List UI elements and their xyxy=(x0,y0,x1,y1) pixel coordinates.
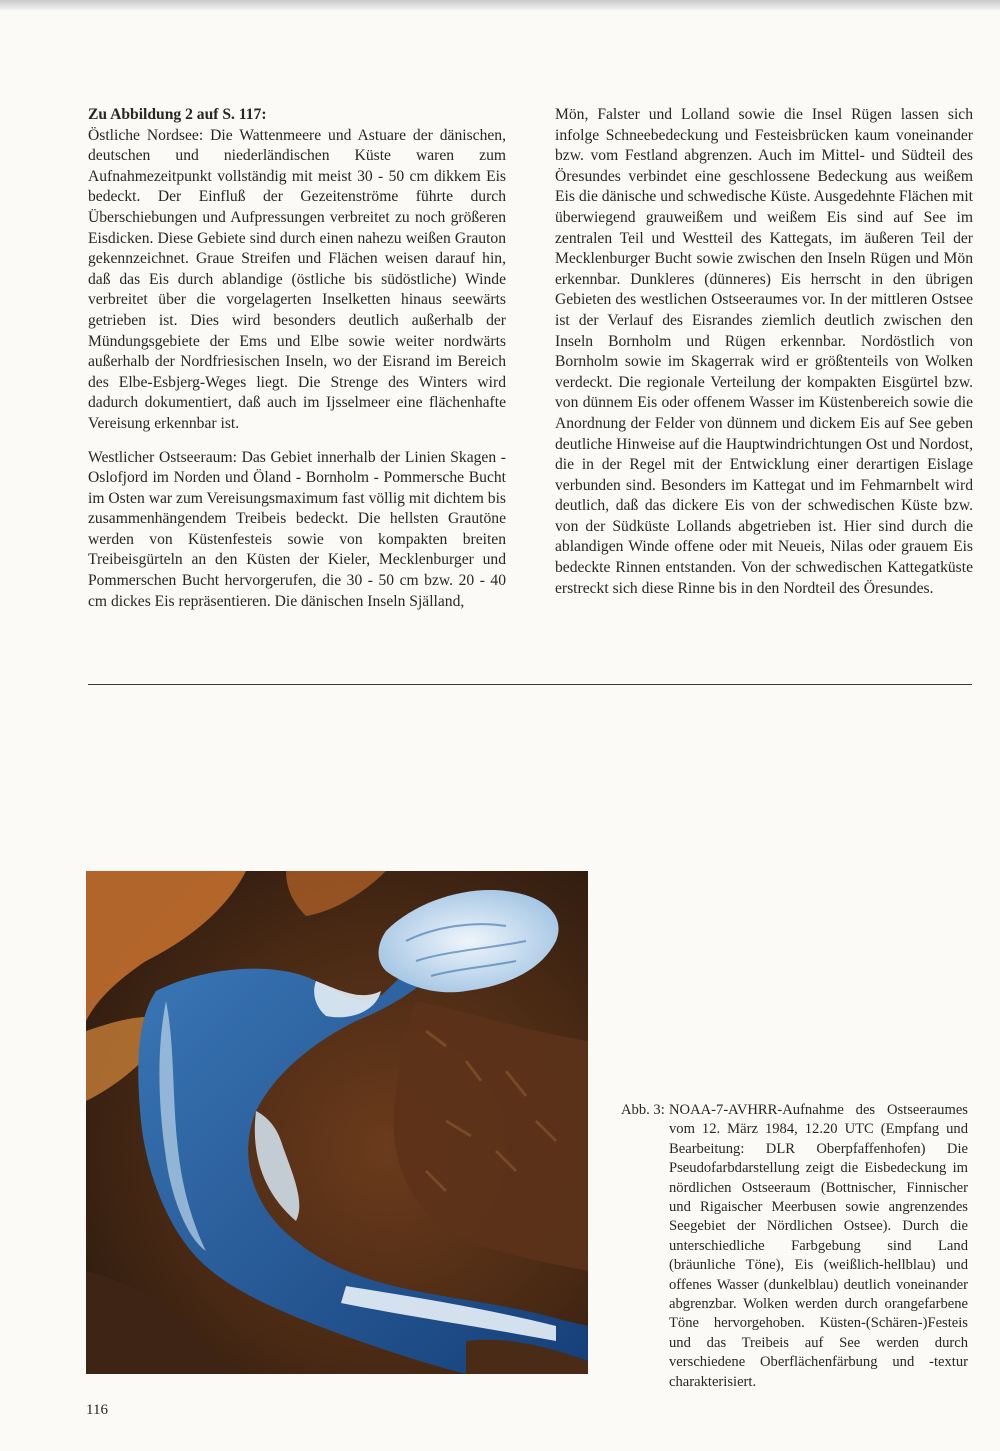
left-column xyxy=(88,105,506,612)
right-column xyxy=(555,105,973,599)
scan-edge xyxy=(0,0,1000,10)
figure-caption-text: NOAA-7-AVHRR-Aufnahme des Ostseeraumes vom 12. März 1984, 12.20 UTC (Empfang und Bearbeitung: DLR Oberpfaffenhofen) Die Pseudofarbdarstellung zeigt die Eisbedeckung im nördlichen Ostseeraum (Bottnischer, Finnischer und Rigaischer Meerbusen sowie angrenzendes Seegebiet der Nördlichen Ostsee). Durch die unterschiedliche Farbgebung sind Land (bräunliche Töne), Eis (weißlich-hellblau) und offenes Wasser (dunkelblau) deutlich voneinander abgrenzbar. Wolken werden durch orangefarbene Töne hervorgehoben. Küsten-(Schären-)Festeis und das Treibeis auf See werden durch verschiedene Oberflächenfärbung und -textur charakterisiert. xyxy=(669,1102,968,1390)
section-heading: Zu Abbildung 2 auf S. 117: xyxy=(88,106,267,123)
north-sea-text: Östliche Nordsee: Die Wattenmeere und Astuare der dänischen, deutschen und niederländischen Küste waren zum Aufnahmezeitpunkt vollständig mit meist 30 - 50 cm dikkem Eis bedeckt. Der Einfluß der Gezeitenströme führte durch Überschiebungen und Aufpressungen verbreitet zu noch größeren Eisdicken. Diese Gebiete sind durch einen nahezu weißen Grauton gekennzeichnet. Graue Streifen und Flächen weisen darauf hin, daß das Eis durch ablandige (östliche bis südöstliche) Winde verbreitet über die vorgelagerten Inselketten hinaus seewärts getrieben ist. Dies wird besonders deutlich außerhalb der Mündungsgebiete der Ems und Elbe sowie weiter nordwärts außerhalb der Nordfriesischen Inseln, wo der Eisrand im Bereich des Elbe-Esbjerg-Weges liegt. Die Strenge des Winters wird dadurch dokumentiert, daß auch im Ijsselmeer eine flächenhafte Vereisung erkennbar ist. xyxy=(88,126,506,432)
horizontal-rule xyxy=(88,684,972,685)
figure-label: Abb. 3: xyxy=(621,1102,665,1118)
figure-caption xyxy=(621,1101,968,1392)
left-paragraph-1 xyxy=(88,105,506,435)
western-baltic-text: Westlicher Ostseeraum: Das Gebiet innerhalb der Linien Skagen - Oslofjord im Norden und Öland - Bornholm - Pommersche Bucht im Osten war zum Vereisungsmaximum fast völlig mit dichtem bis zusammenhängendem Treibeis bedeckt. Die hellsten Grautöne werden von Küstenfesteis sowie von kompakten breiten Treibeisgürteln an den Küsten der Kieler, Mecklenburger und Pommerschen Bucht hervorgerufen, die 30 - 50 cm bzw. 20 - 40 cm dickes Eis repräsentieren. Die dänischen Inseln Själland, xyxy=(88,448,506,610)
right-paragraph-1: Mön, Falster und Lolland sowie die Insel Rügen lassen sich infolge Schneebedeckung und Festeisbrücken kaum voneinander bzw. vom Festland abgrenzen. Auch im Mittel- und Südteil des Öresundes verbindet eine geschlossene Bedeckung aus weißem Eis die dänische und schwedische Küste. Ausgedehnte Flächen mit überwiegend grauweißem und weißem Eis sind auf See im zentralen Teil und Westteil des Kattegats, im äußeren Teil der Mecklenburger Bucht sowie zwischen den Inseln Rügen und Mön erkennbar. Dunkleres (dünneres) Eis herrscht in den übrigen Gebieten des westlichen Ostseeraumes vor. In der mittleren Ostsee ist der Verlauf des Eisrandes ziemlich deutlich zwischen den Inseln Bornholm und Rügen erkennbar. Nordöstlich von Bornholm sowie im Skagerrak wird er größtenteils von Wolken verdeckt. Die regionale Verteilung der kompakten Eisgürtel bzw. von dünnem Eis oder offenem Wasser im Küstenbereich sowie die Anordnung der Felder von dünnem und dickem Eis auf See geben deutliche Hinweise auf die Hauptwindrichtungen Ost und Nordost, die in der Regel mit der Entwicklung einer derartigen Eislage verbunden sind. Besonders im Kattegat und im Fehmarnbelt wird deutlich, daß das dickere Eis von der schwedischen Küste bzw. von der Südküste Lollands abgetrieben ist. Hier sind durch die ablandigen Winde offene oder mit Neueis, Nilas oder grauem Eis bedeckte Rinnen entstanden. Von der schwedischen Kattegatküste erstreckt sich diese Rinne bis in den Nordteil des Öresundes. xyxy=(555,106,973,597)
baltic-sea-satellite-map xyxy=(86,871,588,1374)
satellite-image xyxy=(86,871,588,1374)
page-number: 116 xyxy=(86,1402,108,1418)
